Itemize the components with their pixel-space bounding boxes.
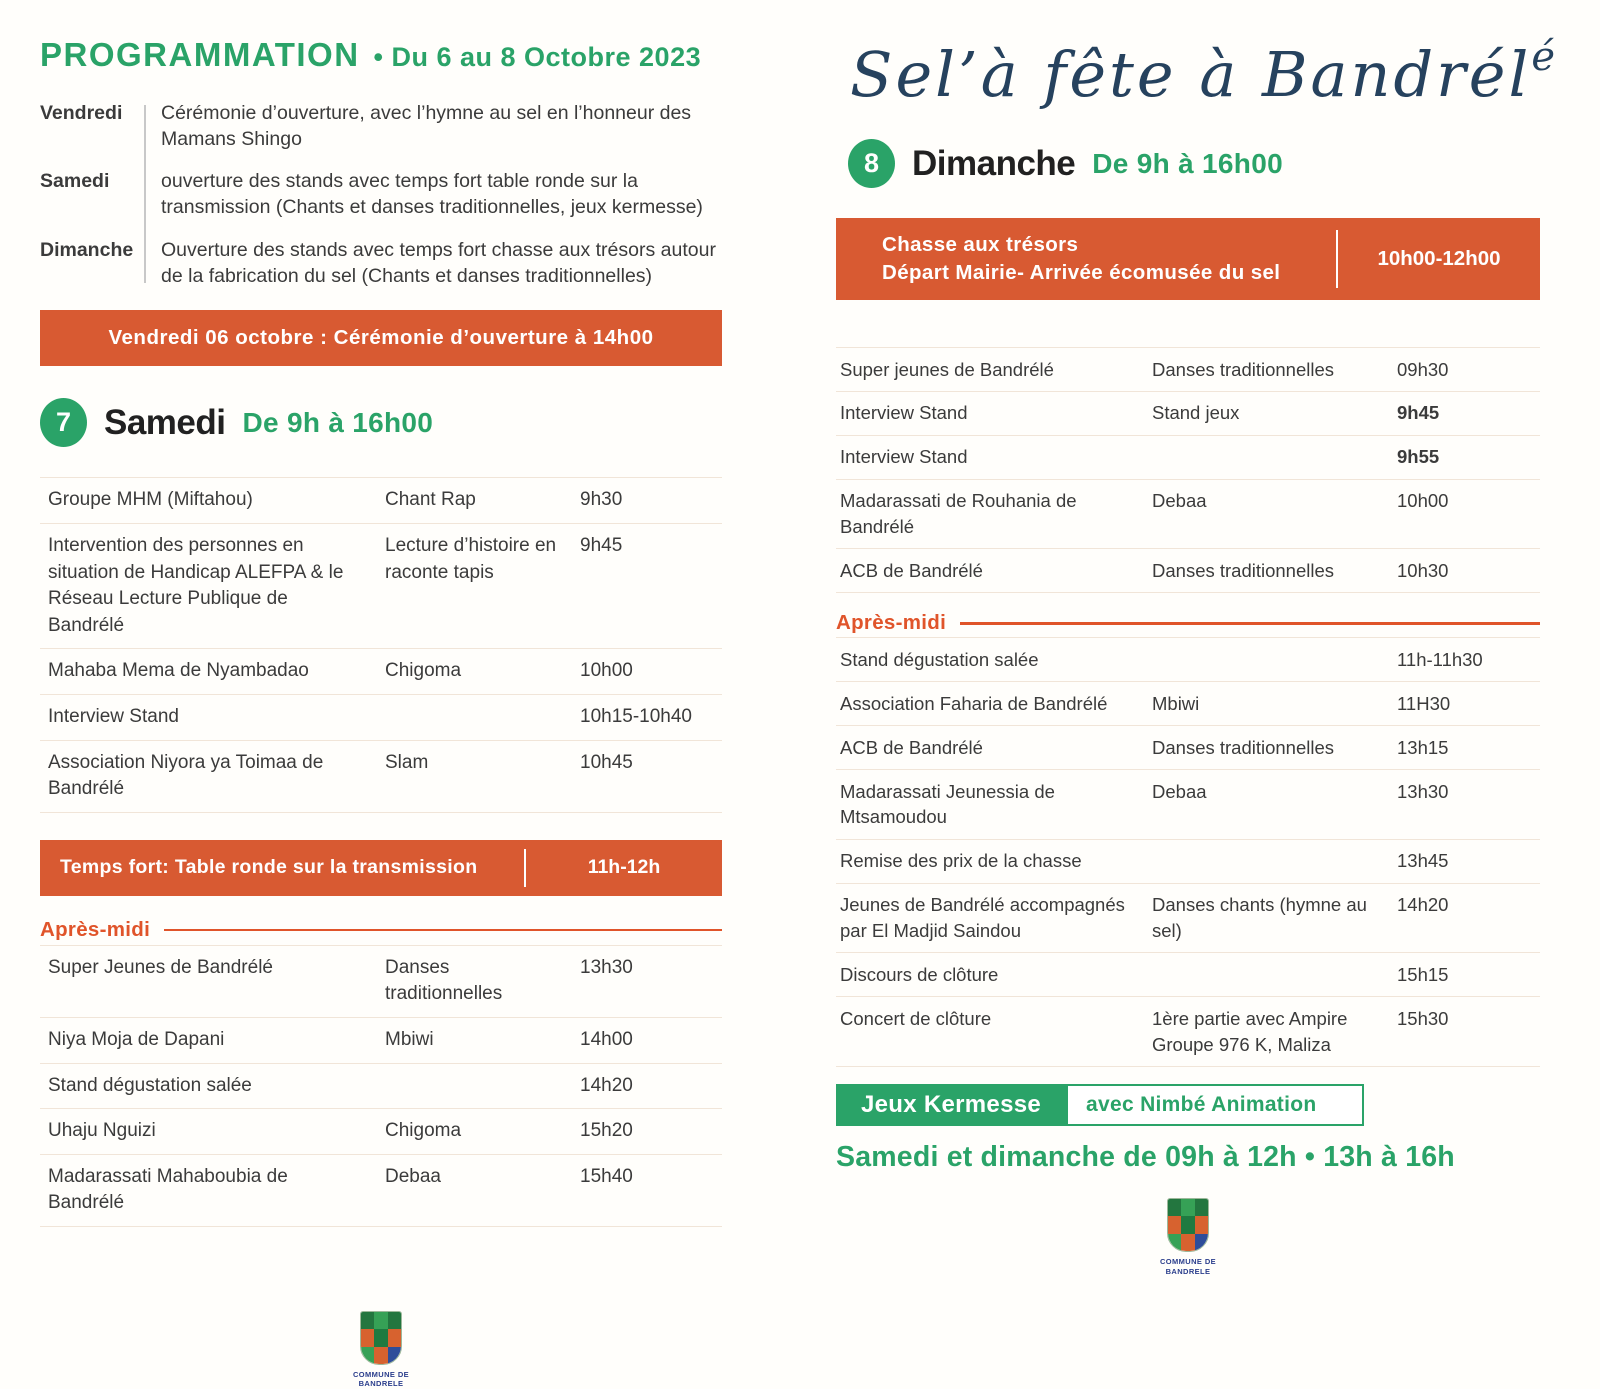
schedule-row [40,1018,722,1064]
event-name: Madarassati Jeunessia de Mtsamoudou [840,780,1055,828]
schedule-row [836,953,1540,997]
event-name: Mahaba Mema de Nyambadao [48,660,309,682]
saturday-header [40,398,722,447]
event-time: 9h45 [580,535,623,556]
event-time: 14h20 [580,1074,633,1096]
event-name: Groupe MHM (Miftahou) [48,489,253,511]
event-genre: 1ère partie avec Ampire Groupe 976 K, Maliza [1152,1007,1348,1055]
schedule-row [836,682,1540,726]
overview-desc: Ouverture des stands avec temps fort chasse aux trésors autour de la fabrication du sel (Chants et danses traditionnelles) [161,238,716,287]
event-time: 13h15 [1397,736,1449,758]
temps-fort-time: 11h-12h [587,856,661,879]
event-time: 11h-11h30 [1397,648,1483,670]
treasure-hunt-line1: Chasse aux trésors [882,232,1079,256]
event-time: 10h00 [1397,490,1449,512]
event-genre: Danses traditionnelles [385,956,503,1005]
overview-row-samedi [40,169,722,220]
event-name: Remise des prix de la chasse [840,850,1082,872]
festival-script-title [850,34,1558,111]
event-genre: Debaa [385,1165,441,1187]
event-name: Super Jeunes de Bandrélé [48,956,273,978]
commune-logo-caption [1160,1257,1216,1276]
event-genre: Chigoma [385,1120,462,1142]
kermesse-schedule-text: Samedi et dimanche de 09h à 12h • 13h à 16h [836,1141,1455,1174]
day-hours: De 9h à 16h00 [242,406,434,438]
event-name: Jeunes de Bandrélé accompagnés par El Madjid Saindou [840,894,1125,942]
weekend-overview [40,101,722,289]
event-name: Uhaju Nguizi [48,1120,156,1142]
schedule-row [40,649,722,695]
event-name: Association Faharia de Bandrélé [840,692,1108,714]
event-time: 14h00 [580,1028,633,1050]
sunday-header [848,139,1540,188]
schedule-row [40,1064,722,1110]
day-name: Samedi [104,402,226,442]
schedule-row [836,436,1540,480]
afternoon-label: Après-midi [40,917,151,941]
event-time: 13h30 [580,956,633,978]
event-time: 10h00 [580,660,633,682]
schedule-row [836,770,1540,840]
event-genre: Debaa [1152,780,1207,802]
schedule-row [40,741,722,813]
overview-day: Samedi [40,170,110,193]
event-time: 9h30 [580,489,623,511]
overview-row-dimanche [40,238,722,289]
event-time: 15h30 [1397,1007,1449,1029]
treasure-hunt-line2: Départ Mairie- Arrivée écomusée du sel [882,261,1281,284]
event-genre: Danses traditionnelles [1152,358,1335,380]
event-time: 10h45 [580,751,633,773]
event-genre: Danses traditionnelles [1152,736,1335,758]
opening-ceremony-text: Vendredi 06 octobre : Cérémonie d’ouverture à 14h00 [108,326,654,350]
schedule-row [40,946,722,1018]
logo-caption-line2: BANDRELE [1165,1266,1211,1276]
event-time: 09h30 [1397,358,1449,380]
schedule-row [836,392,1540,436]
event-time: 9h45 [1397,402,1440,424]
event-time: 15h20 [580,1120,633,1142]
title-date-range: • Du 6 au 8 Octobre 2023 [373,42,702,72]
event-genre: Debaa [1152,490,1207,512]
temps-fort-banner [40,840,722,896]
schedule-row [836,549,1540,593]
event-name: ACB de Bandrélé [840,559,983,581]
logo-caption-line1: COMMUNE DE [352,1369,410,1379]
treasure-hunt-time: 10h00-12h00 [1377,247,1501,270]
schedule-row [836,726,1540,770]
jeux-kermesse-subtitle: avec Nimbé Animation [1066,1084,1364,1126]
event-name: Interview Stand [840,446,968,468]
schedule-row [836,348,1540,392]
event-name: Niya Moja de Dapani [48,1028,225,1050]
overview-day: Vendredi [40,102,123,124]
commune-logo [836,1198,1540,1276]
afternoon-rule [164,929,722,932]
event-time: 15h15 [1397,963,1449,985]
commune-shield-icon [1167,1198,1209,1252]
afternoon-section-header [40,918,722,942]
saturday-morning-schedule [40,477,722,812]
page-left [40,36,722,1389]
overview-day: Dimanche [40,238,134,261]
event-name: Stand dégustation salée [840,648,1039,670]
event-name: Discours de clôture [840,963,999,985]
day-name: Dimanche [912,143,1076,183]
event-name: Concert de clôture [840,1007,992,1029]
overview-row-vendredi [40,101,722,152]
event-name: Super jeunes de Bandrélé [840,358,1054,380]
event-time: 10h30 [1397,559,1449,581]
overview-desc: Cérémonie d’ouverture, avec l’hymne au sel en l’honneur des Mamans Shingo [161,102,692,150]
event-time: 15h40 [580,1165,633,1187]
event-time: 9h55 [1397,446,1440,468]
event-time: 10h15-10h40 [580,705,692,727]
schedule-row [836,997,1540,1067]
event-name: Madarassati Mahaboubia de Bandrélé [48,1165,288,1214]
event-genre: Mbiwi [385,1028,434,1050]
event-genre: Lecture d’histoire en raconte tapis [385,535,557,583]
event-name: Madarassati de Rouhania de Bandrélé [840,490,1077,538]
overview-divider-line [144,105,146,283]
script-title-accent: é [1531,34,1558,80]
schedule-row [40,1109,722,1155]
commune-shield-icon [360,1311,402,1365]
day-number-badge: 7 [40,398,87,447]
event-genre: Chant Rap [385,489,476,511]
logo-caption-line2: BANDRELE [358,1379,404,1389]
day-hours: De 9h à 16h00 [1092,147,1283,179]
afternoon-rule [960,622,1540,625]
event-name: ACB de Bandrélé [840,736,983,758]
event-name: Intervention des personnes en situation de Handicap ALEFPA & le Réseau Lecture Publique de Bandrélé [48,535,344,636]
saturday-afternoon-schedule [40,945,722,1227]
event-time: 13h45 [1397,850,1449,872]
event-genre: Danses chants (hymne au sel) [1152,894,1367,942]
afternoon-label: Après-midi [836,611,947,635]
afternoon-section-header [836,611,1540,635]
event-genre: Danses traditionnelles [1152,559,1335,581]
page-right [836,24,1558,1276]
logo-caption-line1: COMMUNE DE [1159,1257,1217,1267]
treasure-hunt-banner [836,218,1540,300]
script-title-main: Sel’à fête à Bandrél [850,38,1532,111]
schedule-row [40,695,722,741]
event-name: Interview Stand [48,705,179,727]
title-programmation: PROGRAMMATION [40,36,360,73]
schedule-row [40,1155,722,1227]
opening-ceremony-banner [40,310,722,366]
event-genre: Mbiwi [1152,692,1200,714]
schedule-row [40,524,722,649]
event-name: Association Niyora ya Toimaa de Bandrélé [48,751,324,800]
overview-desc: ouverture des stands avec temps fort table ronde sur la transmission (Chants et danses traditionnelles, jeux kermesse) [161,170,703,219]
schedule-row [836,884,1540,954]
event-time: 11H30 [1397,692,1451,714]
jeux-kermesse-label: Jeux Kermesse [836,1084,1066,1126]
event-time: 14h20 [1397,894,1449,916]
page-title [40,36,722,74]
sunday-morning-schedule [836,347,1540,593]
event-genre: Stand jeux [1152,402,1240,424]
temps-fort-label: Temps fort: Table ronde sur la transmission [60,856,478,879]
schedule-row [40,478,722,524]
schedule-row [836,638,1540,682]
treasure-hunt-text [836,231,1336,288]
event-name: Stand dégustation salée [48,1074,252,1096]
event-name: Interview Stand [840,402,968,424]
event-time: 13h30 [1397,780,1449,802]
commune-logo [40,1311,722,1389]
event-genre: Chigoma [385,660,462,682]
schedule-row [836,840,1540,884]
day-number-badge: 8 [848,139,895,188]
commune-logo-caption [353,1370,409,1389]
event-genre: Slam [385,751,429,773]
jeux-kermesse-badge [836,1084,1540,1126]
sunday-afternoon-schedule [836,637,1540,1067]
schedule-row [836,480,1540,550]
